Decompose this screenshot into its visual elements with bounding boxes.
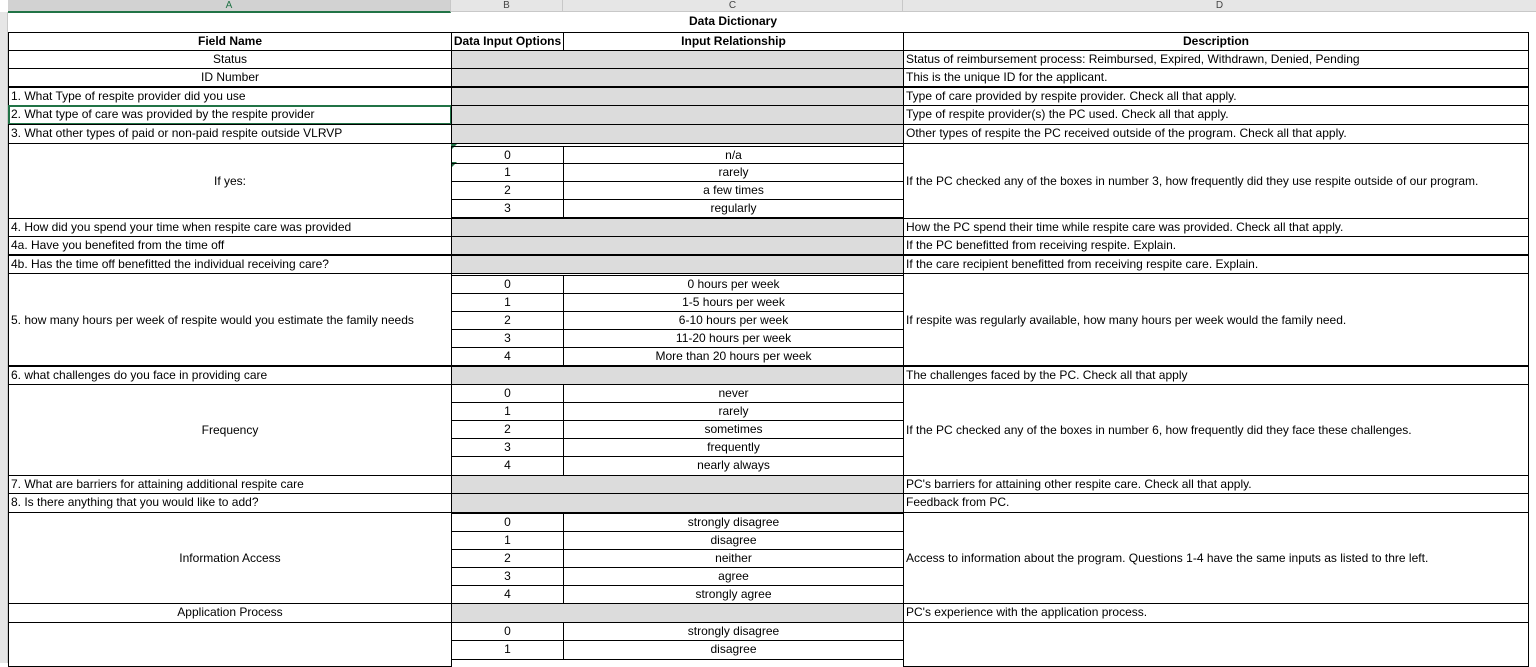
desc-status[interactable]: Status of reimbursement process: Reimbursed, Expired, Withdrawn, Denied, Pending [903,50,1529,69]
option-value[interactable]: 3 [451,438,564,457]
field-status[interactable]: Status [8,50,452,69]
option-value[interactable]: 2 [451,420,564,439]
options-q4a[interactable] [451,236,904,255]
option-label[interactable]: never [563,384,904,403]
field-id-number[interactable]: ID Number [8,68,452,87]
header-description[interactable]: Description [903,32,1529,51]
options-q4b[interactable] [451,255,904,274]
option-label[interactable]: agree [563,567,904,586]
option-label[interactable]: 0 hours per week [563,275,904,294]
options-q6[interactable] [451,366,904,385]
option-value[interactable]: 1 [451,163,564,182]
field-q4b[interactable]: 4b. Has the time off benefitted the individual receiving care? [8,255,452,274]
desc-q4b[interactable]: If the care recipient benefitted from receiving respite care. Explain. [903,255,1529,274]
option-value[interactable]: 2 [451,549,564,568]
option-value[interactable]: 3 [451,199,564,218]
option-value[interactable]: 3 [451,329,564,348]
column-header-d[interactable]: D [903,0,1536,12]
option-label[interactable]: sometimes [563,420,904,439]
header-field-name[interactable]: Field Name [8,32,452,51]
desc-q1[interactable]: Type of care provided by respite provider. Check all that apply. [903,87,1529,106]
field-q7[interactable]: 7. What are barriers for attaining additional respite care [8,475,452,494]
desc-frequency[interactable]: If the PC checked any of the boxes in number 6, how frequently did they face these challenges. [903,384,1529,476]
option-value[interactable]: 2 [451,181,564,200]
option-value[interactable]: 1 [451,293,564,312]
option-label[interactable]: 11-20 hours per week [563,329,904,348]
options-q2[interactable] [451,105,904,125]
option-label[interactable]: nearly always [563,456,904,476]
option-label[interactable]: rarely [563,163,904,182]
options-q1[interactable] [451,87,904,106]
options-q8[interactable] [451,493,904,513]
row-header-gutter[interactable] [0,12,8,663]
desc-information-access[interactable]: Access to information about the program. Questions 1-4 have the same inputs as listed to thre left. [903,512,1529,604]
desc-q4a[interactable]: If the PC benefitted from receiving respite. Explain. [903,236,1529,255]
option-label[interactable]: 6-10 hours per week [563,311,904,330]
column-header-b[interactable]: B [451,0,563,12]
desc-application-scale[interactable] [903,622,1529,667]
field-frequency[interactable]: Frequency [8,384,452,476]
header-input-relationship[interactable]: Input Relationship [563,32,904,51]
option-label[interactable]: rarely [563,402,904,421]
options-q4[interactable] [451,218,904,237]
options-q3[interactable] [451,124,904,144]
desc-q8[interactable]: Feedback from PC. [903,493,1529,513]
option-value[interactable]: 2 [451,311,564,330]
option-label[interactable]: n/a [563,146,904,164]
option-value[interactable]: 4 [451,347,564,366]
desc-id-number[interactable]: This is the unique ID for the applicant. [903,68,1529,87]
option-value[interactable]: 0 [451,513,564,532]
option-label[interactable]: strongly disagree [563,622,904,641]
field-q6[interactable]: 6. what challenges do you face in providing care [8,366,452,385]
option-value[interactable]: 3 [451,567,564,586]
option-label[interactable]: disagree [563,531,904,550]
options-application-process[interactable] [451,603,904,623]
field-application-process[interactable]: Application Process [8,603,452,623]
option-label[interactable]: strongly agree [563,585,904,604]
desc-q2[interactable]: Type of respite provider(s) the PC used. Check all that apply. [903,105,1529,125]
header-data-input-options[interactable]: Data Input Options [451,32,564,51]
option-value[interactable]: 1 [451,402,564,421]
option-value[interactable]: 0 [451,622,564,641]
option-label[interactable]: 1-5 hours per week [563,293,904,312]
option-label[interactable]: disagree [563,640,904,660]
column-header-c[interactable]: C [563,0,903,12]
option-label[interactable]: frequently [563,438,904,457]
field-q4a[interactable]: 4a. Have you benefited from the time off [8,236,452,255]
desc-q5[interactable]: If respite was regularly available, how many hours per week would the family need. [903,273,1529,366]
option-value[interactable]: 4 [451,456,564,476]
options-id-number[interactable] [451,68,904,87]
option-label[interactable]: neither [563,549,904,568]
desc-q3[interactable]: Other types of respite the PC received outside of the program. Check all that apply. [903,124,1529,144]
desc-application-process[interactable]: PC's experience with the application process. [903,603,1529,623]
desc-q6[interactable]: The challenges faced by the PC. Check all that apply [903,366,1529,385]
field-q2[interactable]: 2. What type of care was provided by the respite provider [8,105,452,125]
field-if-yes[interactable]: If yes: [8,143,452,219]
desc-q7[interactable]: PC's barriers for attaining other respite care. Check all that apply. [903,475,1529,494]
sheet-title[interactable]: Data Dictionary [688,14,778,28]
field-information-access[interactable]: Information Access [8,512,452,604]
column-header-a[interactable]: A [8,0,451,13]
field-q5[interactable]: 5. how many hours per week of respite would you estimate the family needs [8,273,452,366]
field-q8[interactable]: 8. Is there anything that you would like to add? [8,493,452,513]
option-label[interactable]: More than 20 hours per week [563,347,904,366]
option-value[interactable]: 0 [451,275,564,294]
option-value[interactable]: 0 [451,146,564,164]
option-label[interactable]: a few times [563,181,904,200]
option-value[interactable]: 1 [451,531,564,550]
options-q7[interactable] [451,475,904,494]
options-status[interactable] [451,50,904,69]
option-label[interactable]: regularly [563,199,904,218]
desc-if-yes[interactable]: If the PC checked any of the boxes in number 3, how frequently did they use respite outside of our program. [903,143,1529,219]
option-value[interactable]: 4 [451,585,564,604]
field-q4[interactable]: 4. How did you spend your time when respite care was provided [8,218,452,237]
option-label[interactable]: strongly disagree [563,513,904,532]
field-q3[interactable]: 3. What other types of paid or non-paid respite outside VLRVP [8,124,452,144]
option-value[interactable]: 1 [451,640,564,660]
field-q1[interactable]: 1. What Type of respite provider did you use [8,87,452,106]
option-value[interactable]: 0 [451,384,564,403]
desc-q4[interactable]: How the PC spend their time while respite care was provided. Check all that apply. [903,218,1529,237]
field-application-scale[interactable] [8,622,452,667]
